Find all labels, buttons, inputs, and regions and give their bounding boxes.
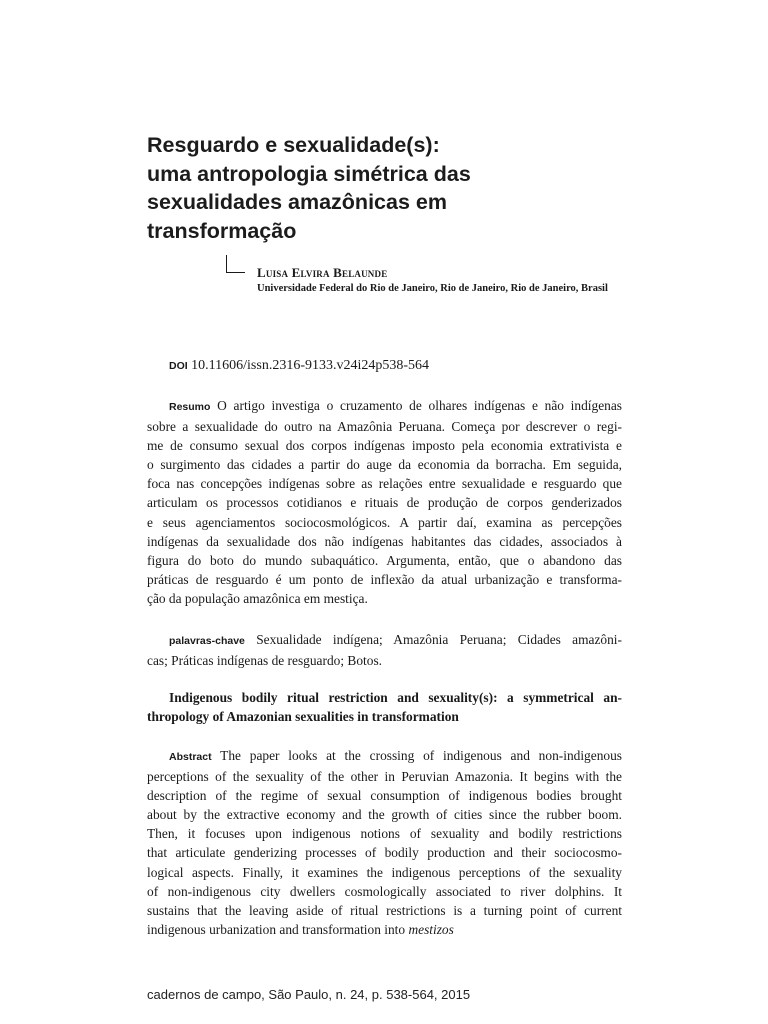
author-bracket-decoration [226, 255, 245, 273]
abstract-line: Then, it focuses upon indigenous notions of sexuality and bodily restrictions [147, 826, 622, 842]
resumo-line: me de consumo sexual dos corpos indígenas imposto pela economia extrativista e [147, 438, 622, 454]
doi-link[interactable]: 10.11606/issn.2316-9133.v24i24p538-564 [191, 358, 430, 373]
abstract-line: that articulate genderizing processes of bodily production and their sociocosmo- [147, 845, 622, 861]
resumo-line: práticas de resguardo é um ponto de inflexão da atual urbanização e transforma- [147, 571, 622, 587]
abstract-line: logical aspects. Finally, it examines the indigenous perceptions of the sexuality [147, 864, 622, 880]
title-line: transformação [147, 218, 297, 243]
doi-label: DOI [169, 360, 188, 372]
title-line: sexualidades amazônicas em [147, 190, 447, 214]
abstract-label: Abstract [169, 751, 212, 763]
abstract-line: perceptions of the sexuality of the other in Peruvian Amazonia. It begins with the [147, 769, 622, 785]
abstract-paragraph [147, 746, 622, 939]
resumo-line: foca nas concepções indígenas sobre as relações entre sexualidade e resguardo que [147, 476, 622, 492]
abstract-italic-term: mestizos [408, 921, 454, 937]
resumo-line: figura do boto do mundo subaquático. Argumenta, então, que o abandono das [147, 552, 622, 568]
english-title-line: thropology of Amazonian sexualities in transformation [147, 709, 459, 725]
resumo-paragraph [147, 396, 622, 608]
resumo-line: e seus agenciamentos sociocosmológicos. A partir daí, examina as percepções [147, 514, 622, 530]
resumo-line: articulam os processos cotidianos e rituais de produção de corpos genderizados [147, 495, 622, 511]
abstract-line: about by the extractive economy and the growth of cities since the rubber boom. [147, 807, 622, 823]
resumo-line: ção da população amazônica em mestiça. [147, 590, 368, 606]
article-title [147, 131, 617, 245]
keywords-line: cas; Práticas indígenas de resguardo; Botos. [147, 653, 383, 669]
author-name: Luisa Elvira Belaunde [257, 265, 388, 280]
abstract-line: indigenous urbanization and transformation into mestizos [147, 921, 454, 937]
resumo-line: o surgimento das cidades a partir do auge da economia da borracha. Em seguida, [147, 457, 622, 473]
keywords-paragraph [147, 630, 622, 670]
abstract-line: Abstract The paper looks at the crossing of indigenous and non-indigenous [169, 748, 622, 763]
resumo-line: indígenas da sexualidade dos não indígenas habitantes das cidades, associados à [147, 533, 622, 549]
abstract-line: description of the regime of sexual consumption of indigenous bodies brought [147, 788, 622, 804]
title-line: Resguardo e sexualidade(s): [147, 133, 440, 157]
keywords-label: palavras-chave [169, 635, 245, 647]
resumo-label: Resumo [169, 401, 211, 413]
abstract-line: of non-indigenous city dwellers cosmologically associated to river dolphins. It [147, 883, 622, 899]
title-line: uma antropologia simétrica das [147, 161, 471, 186]
author-affiliation: Universidade Federal do Rio de Janeiro, Rio de Janeiro, Rio de Janeiro, Brasil [257, 283, 608, 294]
english-title-line: Indigenous bodily ritual restriction and sexuality(s): a symmetrical an- [169, 690, 622, 705]
doi-line [169, 358, 429, 374]
abstract-line: sustains that the leaving aside of ritual restrictions is a turning point of current [147, 902, 622, 918]
resumo-line: Resumo O artigo investiga o cruzamento de olhares indígenas e não indígenas [169, 398, 622, 413]
journal-citation-footer: cadernos de campo, São Paulo, n. 24, p. 538-564, 2015 [147, 987, 471, 1002]
english-title [147, 688, 622, 727]
resumo-line: sobre a sexualidade do outro na Amazônia Peruana. Começa por descrever o regi- [147, 419, 622, 435]
keywords-line: palavras-chave Sexualidade indígena; Amazônia Peruana; Cidades amazôni- [169, 632, 622, 647]
